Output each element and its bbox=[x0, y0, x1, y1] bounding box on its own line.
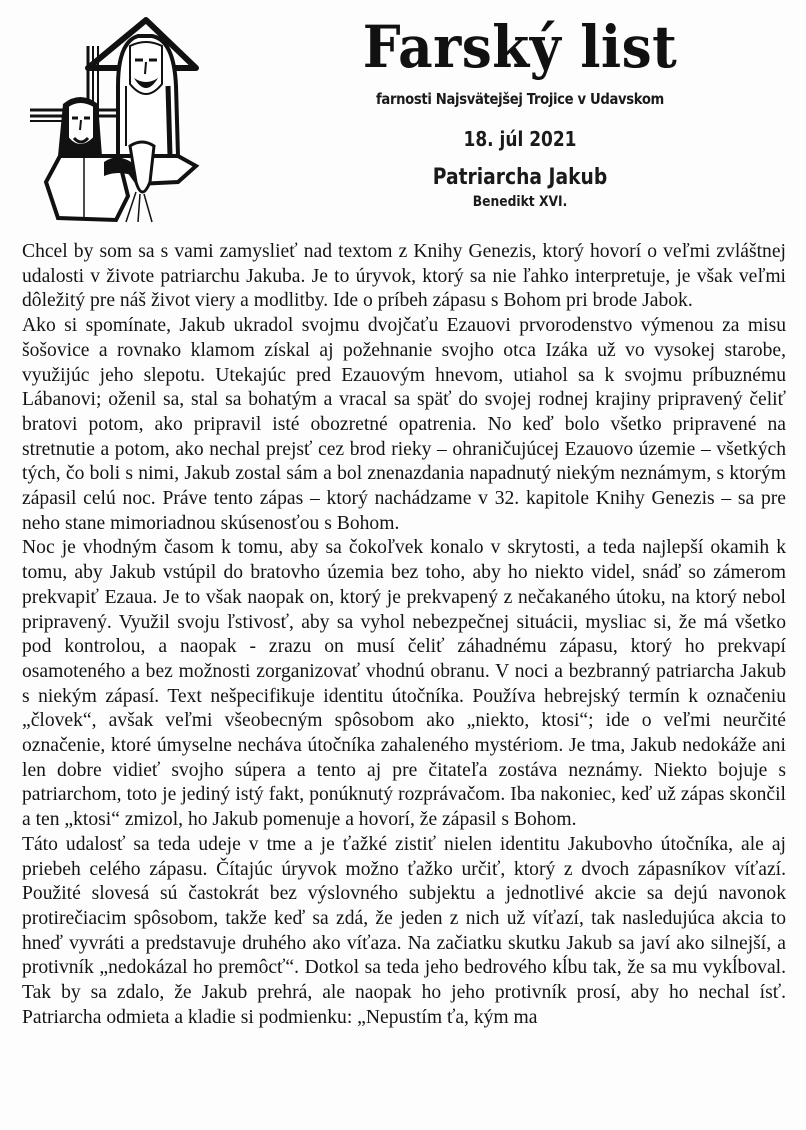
parish-name: farnosti Najsvätejšej Trojice v Udavskom bbox=[376, 90, 664, 108]
masthead bbox=[330, 14, 710, 211]
article-paragraph: Táto udalosť sa teda udeje v tme a je ťažké zistiť nielen identitu Jakubovho útočníka, ale aj priebeh celého zápasu. Čítajúc úryvok možno ťažko určiť, ktorý z dvoch zápasníkov víťazí. Použité slovesá sú častokrát bez výslovného subjektu a jednotlivé akcie sa dejú navonok protirečiacim spôsobom, takže keď sa zdá, že jeden z nich už víťazí, tak nasledujúca akcia to hneď vyvráti a predstavuje druhého ako víťaza. Na začiatku skutku Jakub sa javí ako silnejší, a protivník „nedokázal ho premôcť“. Dotkol sa teda jeho bedrového kĺbu tak, že sa mu vykĺboval. Tak by sa zdalo, že Jakub prehrá, ale naopak ho jeho protivník prosí, aby ho nechal ísť. Patriarcha odmieta a kladie si podmienku: „Nepustím ťa, kým ma bbox=[22, 833, 786, 1028]
article-body bbox=[22, 240, 786, 1031]
article-title: Patriarcha Jakub bbox=[432, 165, 608, 190]
newsletter-title: Farský list bbox=[362, 13, 678, 81]
holy-trinity-illustration-icon bbox=[18, 6, 208, 224]
article-author: Benedikt XVI. bbox=[472, 194, 568, 210]
article-paragraph: Ako si spomínate, Jakub ukradol svojmu dvojčaťu Ezauovi prvorodenstvo výmenou za misu šošovice a rovnako klamom získal aj požehnanie svojho otca Izáka už vo vysokej starobe, využijúc jeho slepotu. Utekajúc pred Ezauovým hnevom, utiahol sa k svojmu príbuznému Lábanovi; oženil sa, stal sa bohatým a vracal sa späť do svojej rodnej krajiny pripravený čeliť bratovi potom, ako pripravil isté obozretné opatrenia. No keď bolo všetko pripravené na stretnutie a potom, ako nechal prejsť cez brod rieky – ohraničujúcej Ezauovo územie – všetkých tých, čo boli s nimi, Jakub zostal sám a bol znenazdania napadnutý niekým neznámym, s ktorým zápasil celú noc. Práve tento zápas – ktorý nachádzame v 32. kapitole Knihy Genezis – sa pre neho stane mimoriadnou skúsenosťou s Bohom. bbox=[22, 315, 786, 534]
issue-date: 18. júl 2021 bbox=[463, 127, 577, 151]
article-paragraph: Noc je vhodným časom k tomu, aby sa čokoľvek konalo v skrytosti, a teda najlepší okamih k tomu, aby Jakub vstúpil do bratovho územia bez toho, aby ho niekto videl, snáď so zámerom prekvapiť Ezaua. Je to však naopak on, ktorý je prekvapený z nečakaného útoku, na ktorý nebol pripravený. Využil svoju ľstivosť, aby sa vyhol nebezpečnej situácii, mysliac si, že má všetko pod kontrolou, a naopak - zrazu on musí čeliť záhadnému zápasu, ktorý ho prekvapí osamoteného a bez možnosti zorganizovať vhodnú obranu. V noci a bezbranný patriarcha Jakub s niekým zápasí. Text nešpecifikuje identitu útočníka. Používa hebrejský termín k označeniu „človek“, avšak veľmi všeobecným spôsobom ako „niekto, ktosi“; ide o veľmi neurčité označenie, ktoré úmyselne necháva útočníka zahaleného mystériom. Je tma, Jakub nedokáže ani len dobre vidieť svojho súpera a tento aj pre čitateľa zostáva neznámy. Niekto bojuje s patriarchom, toto je jediný istý fakt, ponúknutý rozprávačom. Iba nakoniec, keď už zápas skončil a ten „ktosi“ zmizol, ho Jakub pomenuje a hovorí, že zápasil s Bohom. bbox=[22, 537, 786, 831]
article-paragraph: Chcel by som sa s vami zamyslieť nad textom z Knihy Genezis, ktorý hovorí o veľmi zvláštnej udalosti v živote patriarchu Jakuba. Je to úryvok, ktorý sa nie ľahko interpretuje, je však veľmi dôležitý pre náš život viery a modlitby. Ide o príbeh zápasu s Bohom pri brode Jabok. bbox=[22, 241, 786, 312]
